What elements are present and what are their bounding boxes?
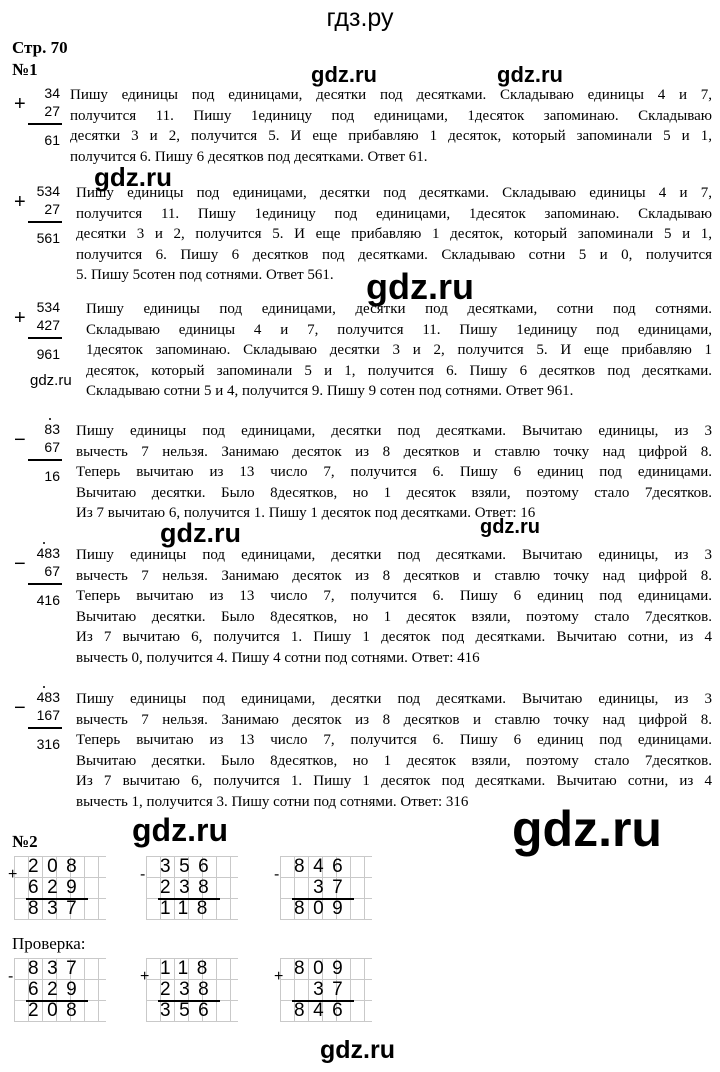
explanation-line: получится 11. Пишу 1единицу под единицами, 1десяток запоминаю. Складываю (70, 107, 712, 124)
grid-calculation (274, 856, 372, 920)
explanation-line: Из 7 вычитаю 6, получится 1. Пишу 1 десяток под десятками. Вычитаю сотни, из 4 (76, 773, 712, 789)
operand-bottom: 27 (44, 201, 60, 217)
explanation-line: Пишу единицы под единицами, десятки под десятками. Вычитаю единицы, из 3 (76, 691, 712, 707)
explanation-paragraph (70, 85, 712, 167)
operation-sign: − (14, 553, 26, 575)
operand-top: 208 (28, 856, 86, 877)
operand-top: 34 (44, 85, 60, 101)
operation-sign: - (8, 968, 14, 985)
grid-calculation (8, 958, 106, 1022)
operation-sign: - (274, 866, 280, 883)
operand-top: 483 (36, 545, 60, 561)
task2-label: №2 (12, 832, 38, 851)
explanation-line: получится 6. Пишу 6 десятков под десятками. Складываю сотни 5 и 0, получится (76, 246, 712, 263)
operand-result: 356 (160, 1000, 218, 1021)
explanation-line: Пишу единицы под единицами, десятки под десятками, сотни под сотнями. (86, 301, 712, 317)
operand-bottom: 427 (36, 317, 60, 333)
explanation-line: Складываю сотни 5 и 4, получится 9. Пишу 9 сотен под сотнями. Ответ 961. (86, 383, 574, 399)
operand-top: 809 (294, 958, 352, 979)
operand-top: 483 (36, 689, 60, 705)
operand-result: 16 (44, 468, 60, 484)
watermark: gdz.ru (160, 518, 241, 548)
operand-result: 118 (160, 898, 216, 919)
result-line (28, 221, 62, 223)
explanation-paragraph (76, 421, 712, 524)
watermark: gdz.ru (480, 516, 540, 538)
explanation-paragraph (76, 183, 712, 286)
explanation-line: вычесть 7 нельзя. Занимаю десяток из 8 десятков и ставлю точку над цифрой 8. (76, 443, 712, 460)
operand-result: 316 (36, 736, 60, 752)
result-line (28, 337, 62, 339)
explanation-line: вычесть 1, получится 3. Пишу сотни под сотнями. Ответ: 316 (76, 793, 469, 810)
column-calculation (8, 85, 68, 165)
operand-bottom: 27 (44, 103, 60, 119)
watermark: gdz.ru (497, 62, 563, 87)
explanation-line: Теперь вычитаю из 13 число 7, получится 6. Пишу 6 единиц под единицами. (76, 464, 712, 480)
operation-sign: + (14, 307, 26, 329)
explanation-line: Вычитаю десятки. Было 8десятков, но 1 десяток взяли, поэтому стало 7десятков. (76, 752, 712, 769)
operation-sign: - (140, 866, 146, 883)
explanation-line: вычесть 0, получится 4. Пишу 4 сотни под сотнями. Ответ: 416 (76, 649, 480, 666)
operation-sign: − (14, 429, 26, 451)
operand-result: 208 (28, 1000, 86, 1021)
explanation-paragraph (86, 299, 712, 402)
result-line (28, 459, 62, 461)
operand-result: 561 (36, 230, 60, 246)
borrow-dot (43, 686, 45, 688)
column-calculation (8, 183, 68, 263)
borrow-dot (49, 418, 51, 420)
operation-sign: + (8, 866, 18, 883)
explanation-line: Пишу единицы под единицами, десятки под десятками. Вычитаю единицы, из 3 (76, 547, 712, 563)
operand-top: 837 (28, 958, 86, 979)
operand-bottom: 629 (28, 979, 86, 1000)
operand-top: 534 (36, 183, 60, 199)
operand-result: 846 (294, 1000, 352, 1021)
operand-top: 356 (160, 856, 218, 877)
explanation-line: 1десяток запоминаю. Складываю десятки 3 и 2, получится 5. И еще прибавляю 1 (86, 342, 712, 358)
explanation-line: Теперь вычитаю из 13 число 7, получится 6. Пишу 6 единиц под единицами. (76, 732, 712, 748)
explanation-line: получится 6. Пишу 6 десятков под десятками. Ответ 61. (70, 148, 428, 165)
grid-calculation (8, 856, 106, 920)
page-label: Стр. 70 (12, 38, 68, 57)
operand-bottom: 167 (36, 707, 60, 723)
explanation-line: десятки 3 и 2, получится 5. И еще прибавляю 1 десяток, который запоминали 5 и 1, (76, 226, 712, 242)
operation-sign: + (140, 968, 150, 985)
operation-sign: + (14, 191, 26, 213)
operand-bottom: 67 (44, 439, 60, 455)
operand-result: 61 (44, 132, 60, 148)
task1-label: №1 (12, 60, 38, 79)
operand-bottom: 37 (294, 979, 352, 1000)
watermark: gdz.ru (320, 1036, 395, 1064)
operand-result: 837 (28, 898, 86, 919)
operand-bottom: 238 (160, 979, 218, 1000)
operation-sign: − (14, 697, 26, 719)
explanation-line: Из 7 вычитаю 6, получится 1. Пишу 1 десяток под десятками. Ответ: 16 (76, 505, 536, 521)
explanation-line: вычесть 7 нельзя. Занимаю десяток из 8 десятков и ставлю точку над цифрой 8. (76, 711, 712, 728)
watermark: gdz.ru (512, 801, 662, 857)
watermark: gdz.ru (311, 62, 377, 87)
column-calculation (8, 545, 68, 625)
explanation-line: Пишу единицы под единицами, десятки под десятками. Складываю единицы 4 и 7, (70, 87, 712, 103)
explanation-line: Пишу единицы под единицами, десятки под десятками. Складываю единицы 4 и 7, (76, 185, 712, 201)
operand-top: 846 (294, 856, 352, 877)
explanation-line: получится 11. Пишу 1единицу под единицами, 1десяток запоминаю. Складываю (76, 205, 712, 222)
result-line (28, 123, 62, 125)
watermark: gdz.ru (94, 162, 172, 192)
operand-bottom: 37 (294, 877, 352, 898)
explanation-paragraph (76, 689, 712, 812)
operand-top: 83 (44, 421, 60, 437)
explanation-line: Вычитаю десятки. Было 8десятков, но 1 десяток взяли, поэтому стало 7десятков. (76, 608, 712, 625)
grid-calculation (274, 958, 372, 1022)
column-calculation (8, 689, 68, 769)
operand-bottom: 67 (44, 563, 60, 579)
operand-result: 961 (36, 346, 60, 362)
operand-top: 118 (160, 958, 216, 979)
explanation-line: 5. Пишу 5сотен под сотнями. Ответ 561. (76, 267, 334, 283)
borrow-dot (43, 542, 45, 544)
explanation-line: Вычитаю десятки. Было 8десятков, но 1 десяток взяли, поэтому стало 7десятков. (76, 484, 712, 501)
operation-sign: + (14, 93, 26, 115)
operand-bottom: 629 (28, 877, 86, 898)
explanation-line: Пишу единицы под единицами, десятки под десятками. Вычитаю единицы, из 3 (76, 423, 712, 439)
watermark: gdz.ru (30, 372, 72, 389)
site-title: гдз.ру (326, 4, 394, 32)
operand-result: 809 (294, 898, 352, 919)
column-calculation (8, 421, 68, 501)
explanation-line: десяток, который запоминали 5 и 1, получится 6. Пишу 6 десятков под десятками. (86, 362, 712, 379)
explanation-line: десятки 3 и 2, получится 5. И еще прибавляю 1 десяток, который запоминали 5 и 1, (70, 128, 712, 144)
watermark: gdz.ru (366, 266, 474, 307)
explanation-paragraph (76, 545, 712, 668)
result-line (28, 727, 62, 729)
explanation-line: Складываю единицы 4 и 7, получится 11. Пишу 1единицу под единицами, (86, 321, 712, 338)
operation-sign: + (274, 968, 284, 985)
watermark: gdz.ru (132, 812, 228, 848)
grid-calculation (140, 958, 238, 1022)
check-label: Проверка: (12, 934, 86, 953)
grid-calculation (140, 856, 238, 920)
operand-bottom: 238 (160, 877, 218, 898)
explanation-line: вычесть 7 нельзя. Занимаю десяток из 8 десятков и ставлю точку над цифрой 8. (76, 567, 712, 584)
explanation-line: Из 7 вычитаю 6, получится 1. Пишу 1 десяток под десятками. Вычитаю сотни, из 4 (76, 629, 712, 645)
operand-top: 534 (36, 299, 60, 315)
result-line (28, 583, 62, 585)
explanation-line: Теперь вычитаю из 13 число 7, получится 6. Пишу 6 единиц под единицами. (76, 588, 712, 604)
column-calculation (8, 299, 68, 379)
operand-result: 416 (36, 592, 60, 608)
